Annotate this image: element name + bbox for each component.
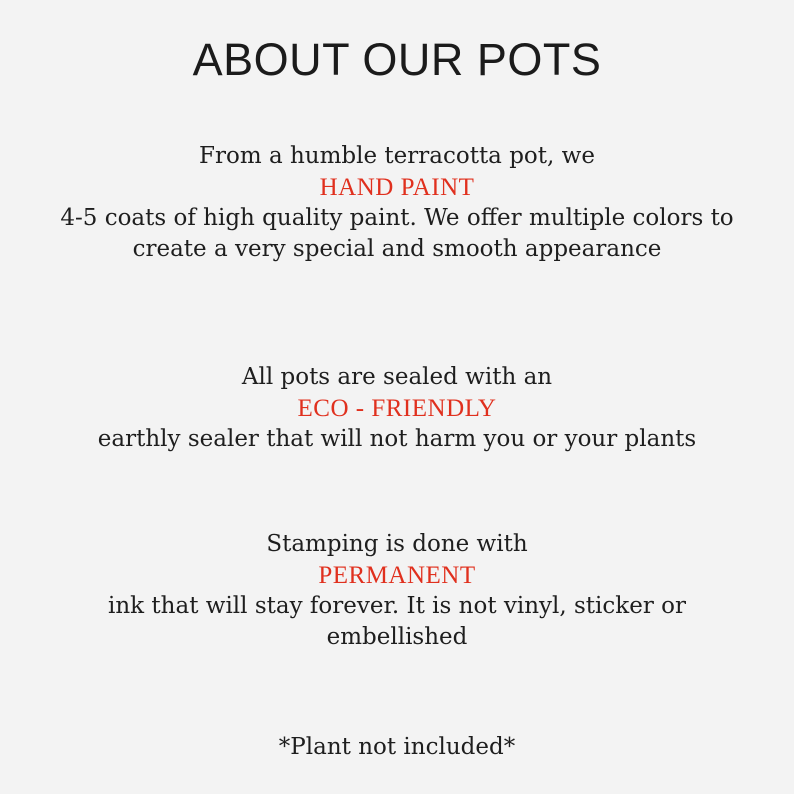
section-highlight: HAND PAINT — [319, 174, 475, 201]
section-body-line: embellished — [326, 624, 468, 650]
section-body-line: earthly sealer that will not harm you or your plants — [97, 426, 697, 452]
section-intro: Stamping is done with — [266, 531, 528, 557]
section-body-line: ink that will stay forever. It is not vinyl, sticker or — [108, 593, 686, 619]
eco-friendly-section — [0, 362, 794, 455]
section-highlight: PERMANENT — [318, 562, 476, 589]
section-highlight: ECO - FRIENDLY — [297, 395, 497, 422]
hand-paint-section — [0, 141, 794, 265]
section-intro: From a humble terracotta pot, we — [199, 143, 595, 169]
permanent-stamping-section — [0, 529, 794, 653]
section-intro: All pots are sealed with an — [241, 364, 553, 390]
section-body-line: 4-5 coats of high quality paint. We offer multiple colors to — [60, 205, 734, 231]
section-body-line: create a very special and smooth appearance — [132, 236, 662, 262]
page-title: ABOUT OUR POTS — [192, 34, 602, 85]
plant-not-included-note: *Plant not included* — [278, 734, 516, 760]
